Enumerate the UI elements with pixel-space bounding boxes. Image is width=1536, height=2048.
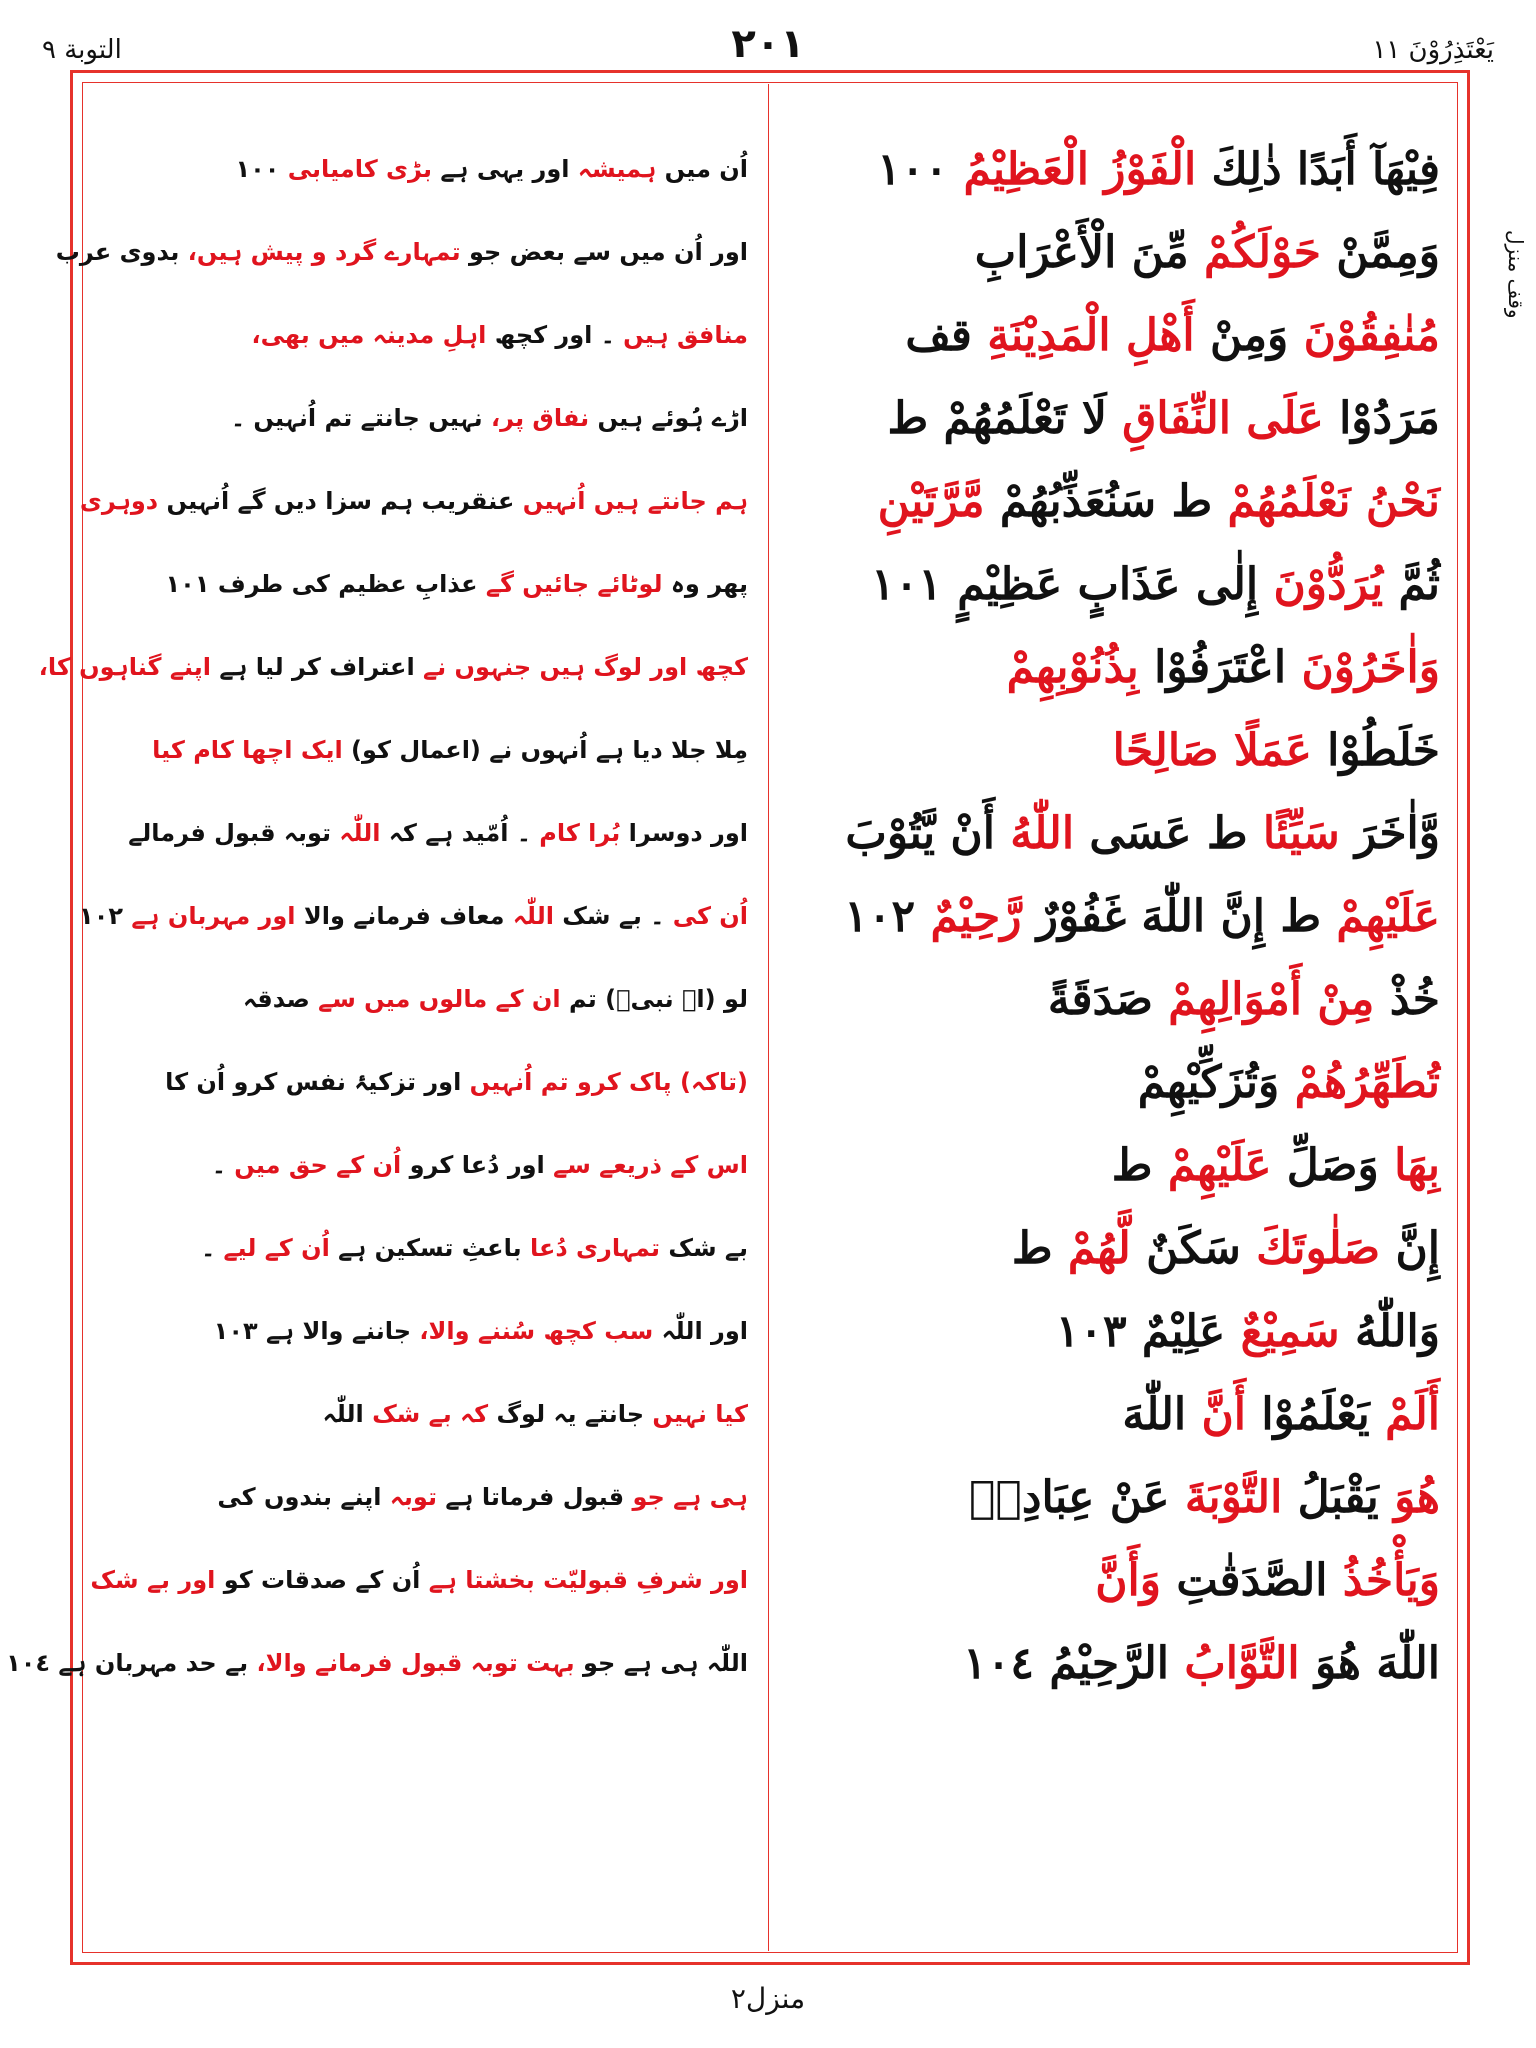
arabic-line bbox=[800, 875, 1440, 958]
arabic-line-segment: يَقْبَلُ bbox=[1282, 1472, 1395, 1523]
urdu-line-segment: کہ بے شک bbox=[372, 1400, 489, 1428]
arabic-line bbox=[800, 1290, 1440, 1373]
urdu-line-segment: بدوی عرب bbox=[55, 238, 188, 266]
urdu-line bbox=[108, 1456, 748, 1539]
urdu-line-segment: اللّٰہ bbox=[339, 819, 381, 847]
urdu-line bbox=[90, 1539, 748, 1622]
arabic-line bbox=[800, 1456, 1440, 1539]
urdu-line-segment: اور بے شک bbox=[90, 1566, 216, 1594]
arabic-line-segment: عَلِيْمٌ ١٠٣ bbox=[1055, 1306, 1241, 1357]
urdu-line-segment: دوہری bbox=[79, 487, 159, 515]
arabic-line-segment: التَّوْبَةَ bbox=[1184, 1472, 1283, 1523]
urdu-line-segment: منافق ہیں bbox=[623, 321, 748, 349]
urdu-line-segment: توبہ قبول فرمالے bbox=[128, 819, 340, 847]
urdu-line-segment: اور تزکیۂ نفس کرو اُن کا bbox=[165, 1068, 470, 1096]
urdu-line-segment: بے شک bbox=[660, 1234, 748, 1262]
urdu-line bbox=[79, 460, 748, 543]
urdu-line-segment: لوٹائے جائیں گے bbox=[485, 570, 663, 598]
urdu-line-segment: جانتے یہ لوگ bbox=[488, 1400, 653, 1428]
arabic-line-segment: سَمِيْعٌ bbox=[1240, 1306, 1340, 1357]
arabic-line-segment: نَحْنُ نَعْلَمُهُمْ bbox=[1227, 476, 1440, 527]
arabic-line-segment: وَصَلِّ bbox=[1271, 1140, 1395, 1191]
arabic-line-segment: مَّرَّتَيْنِ bbox=[877, 476, 985, 527]
arabic-line-segment: حَوْلَكُمْ bbox=[1204, 227, 1321, 278]
arabic-line bbox=[800, 1373, 1440, 1456]
arabic-line-segment: الرَّحِيْمُ ١٠٤ bbox=[963, 1638, 1185, 1689]
arabic-line-segment: سَيِّئًا bbox=[1262, 808, 1340, 859]
arabic-line-segment: يُرَدُّوْنَ bbox=[1273, 559, 1384, 610]
arabic-line-segment: يَعْلَمُوْا bbox=[1246, 1389, 1386, 1440]
urdu-line-segment: اور اُن میں سے بعض جو bbox=[460, 238, 748, 266]
arabic-line-segment: ط bbox=[1011, 1223, 1068, 1274]
urdu-line-segment: کیا نہیں bbox=[652, 1400, 748, 1428]
arabic-line-segment: إِنَّ bbox=[1380, 1223, 1440, 1274]
arabic-line-segment: وَتُزَكِّيْهِمْ bbox=[1137, 1057, 1295, 1108]
arabic-line-segment: صَدَقَةً bbox=[1047, 974, 1169, 1025]
arabic-line-segment: أَهْلِ الْمَدِيْنَةِ bbox=[987, 310, 1195, 361]
urdu-line-segment: اپنے بندوں کی bbox=[217, 1483, 390, 1511]
urdu-line-segment: معاف فرمانے والا bbox=[295, 902, 513, 930]
arabic-line-segment: ط إِنَّ اللّٰهَ غَفُوْرٌ bbox=[1021, 891, 1337, 942]
urdu-line-segment: ۔ اور کچھ bbox=[486, 321, 624, 349]
urdu-line-segment: جاننے والا ہے ١٠٣ bbox=[213, 1317, 420, 1345]
urdu-line-segment: اللّٰہ bbox=[322, 1400, 373, 1428]
urdu-line bbox=[79, 875, 748, 958]
arabic-line-segment: مِنْ أَمْوَالِهِمْ bbox=[1168, 974, 1375, 1025]
arabic-line bbox=[800, 958, 1440, 1041]
arabic-line-segment: بِذُنُوْبِهِمْ bbox=[1006, 642, 1139, 693]
arabic-line-segment: الْفَوْزُ الْعَظِيْمُ bbox=[963, 144, 1197, 195]
arabic-line bbox=[800, 1207, 1440, 1290]
urdu-line bbox=[108, 958, 748, 1041]
surah-name: التوبة ٩ bbox=[42, 35, 122, 65]
urdu-line-segment: ہی ہے جو bbox=[632, 1483, 748, 1511]
urdu-line-segment: اللّٰہ bbox=[512, 902, 554, 930]
arabic-line-segment: بِهَا bbox=[1394, 1140, 1440, 1191]
arabic-line-segment: عَلَيْهِمْ bbox=[1167, 1140, 1272, 1191]
arabic-line-segment: وَاٰخَرُوْنَ bbox=[1301, 642, 1440, 693]
urdu-line-segment: مِلا جلا دیا ہے اُنہوں نے (اعمال کو) bbox=[342, 736, 748, 764]
urdu-line-segment: بُرا کام bbox=[539, 819, 621, 847]
arabic-line-segment: إِلٰى عَذَابٍ عَظِيْمٍ ١٠١ bbox=[871, 559, 1274, 610]
urdu-line-segment: ١٠٠ bbox=[235, 155, 288, 183]
urdu-line bbox=[38, 626, 748, 709]
urdu-line-segment: اور مہربان ہے bbox=[131, 902, 296, 930]
page-number: ٢٠١ bbox=[731, 21, 805, 67]
arabic-line-segment: التَّوَّابُ bbox=[1184, 1638, 1300, 1689]
arabic-line-segment: وَمِمَّنْ bbox=[1320, 227, 1440, 278]
arabic-line-segment: ١٠٠ bbox=[877, 144, 964, 195]
urdu-line-segment: ۔ اُمّید ہے کہ bbox=[380, 819, 540, 847]
urdu-line-segment: اور دُعا کرو bbox=[401, 1151, 554, 1179]
urdu-line-segment: اُن کے لیے bbox=[223, 1234, 330, 1262]
urdu-line-segment: بڑی کامیابی bbox=[287, 155, 432, 183]
arabic-line-segment: أَنْ يَّتُوْبَ bbox=[845, 808, 1011, 859]
arabic-line-segment: مِّنَ الْأَعْرَابِ bbox=[974, 227, 1204, 278]
urdu-line-segment: تمہاری دُعا bbox=[529, 1234, 661, 1262]
urdu-line-segment: اور اللّٰہ bbox=[653, 1317, 748, 1345]
urdu-line-segment: نفاق پر، bbox=[491, 404, 590, 432]
margin-note: وقف منزل bbox=[1504, 230, 1528, 319]
para-name: يَعْتَذِرُوْنَ ١١ bbox=[1372, 35, 1494, 65]
urdu-line bbox=[108, 1290, 748, 1373]
arabic-line-segment: عَلَيْهِمْ bbox=[1336, 891, 1440, 942]
urdu-line-segment: اور شرفِ قبولیّت بخشتا ہے bbox=[428, 1566, 748, 1594]
urdu-line bbox=[108, 1041, 748, 1124]
urdu-line-segment: توبہ bbox=[389, 1483, 437, 1511]
arabic-line bbox=[800, 460, 1440, 543]
urdu-line-segment: نہیں جانتے تم اُنہیں ۔ bbox=[231, 404, 492, 432]
urdu-line-segment: سب کچھ سُننے والا، bbox=[419, 1317, 654, 1345]
arabic-line-segment: ط سَنُعَذِّبُهُمْ bbox=[984, 476, 1228, 527]
arabic-line-segment: صَلٰوتَكَ bbox=[1256, 1223, 1381, 1274]
arabic-line-segment: خَلَطُوْا bbox=[1311, 725, 1440, 776]
arabic-line bbox=[800, 128, 1440, 211]
urdu-line-segment: ایک اچھا کام کیا bbox=[152, 736, 343, 764]
urdu-line-segment: لو (اے نبیؐ) تم bbox=[560, 985, 748, 1013]
arabic-line-segment: وَيَأْخُذُ bbox=[1342, 1555, 1440, 1606]
arabic-line bbox=[800, 377, 1440, 460]
arabic-line-segment: اللّٰهَ bbox=[1122, 1389, 1202, 1440]
urdu-translation-column bbox=[6, 128, 748, 1705]
urdu-line-segment: اللّٰہ ہی ہے جو bbox=[574, 1649, 748, 1677]
arabic-line-segment: وَّاٰخَرَ bbox=[1339, 808, 1440, 859]
urdu-line-segment: اپنے گناہوں کا، bbox=[38, 653, 211, 681]
arabic-line-segment: اعْتَرَفُوْا bbox=[1138, 642, 1302, 693]
arabic-line-segment: أَلَمْ bbox=[1385, 1389, 1440, 1440]
arabic-line-segment: ط عَسَى bbox=[1074, 808, 1263, 859]
arabic-line bbox=[800, 792, 1440, 875]
urdu-line-segment: اُن کے حق میں bbox=[234, 1151, 402, 1179]
urdu-line-segment: عنقریب ہم سزا دیں گے اُنہیں bbox=[158, 487, 523, 515]
urdu-line bbox=[108, 792, 748, 875]
arabic-line bbox=[800, 211, 1440, 294]
urdu-line bbox=[108, 128, 748, 211]
arabic-line-segment: تُطَهِّرُهُمْ bbox=[1294, 1057, 1440, 1108]
urdu-line-segment: ۔ bbox=[201, 1234, 224, 1262]
urdu-line-segment: عذابِ عظیم کی طرف ١٠١ bbox=[165, 570, 486, 598]
arabic-line-segment: الصَّدَقٰتِ bbox=[1161, 1555, 1343, 1606]
urdu-line-segment: کچھ اور لوگ ہیں جنہوں نے bbox=[423, 653, 748, 681]
arabic-text-column bbox=[800, 128, 1440, 1705]
urdu-line-segment: اعتراف کر لیا ہے bbox=[210, 653, 424, 681]
arabic-line-segment: عَلَى النِّفَاقِ bbox=[1122, 393, 1324, 444]
urdu-line-segment: تمہارے گرد و پیش ہیں، bbox=[187, 238, 461, 266]
arabic-line-segment: وَمِنْ bbox=[1194, 310, 1304, 361]
arabic-line-segment: ثُمَّ bbox=[1383, 559, 1440, 610]
urdu-line-segment: ان کے مالوں میں سے bbox=[318, 985, 561, 1013]
urdu-line-segment: اڑے ہُوئے ہیں bbox=[589, 404, 748, 432]
arabic-line-segment: أَنَّ bbox=[1201, 1389, 1246, 1440]
arabic-line bbox=[800, 626, 1440, 709]
column-divider bbox=[768, 84, 769, 1951]
urdu-line-segment: اُن کی bbox=[672, 902, 748, 930]
arabic-line bbox=[800, 1041, 1440, 1124]
arabic-line-segment: مُنٰفِقُوْنَ bbox=[1303, 310, 1440, 361]
arabic-line-segment: اللّٰهُ bbox=[1010, 808, 1075, 859]
urdu-line-segment: بے حد مہربان ہے ١٠٤ bbox=[6, 1649, 257, 1677]
arabic-line-segment: هُوَ bbox=[1394, 1472, 1440, 1523]
manzil-footer: منزل٢ bbox=[730, 1982, 806, 2015]
urdu-line-segment: پھر وہ bbox=[662, 570, 748, 598]
urdu-line-segment: ۔ بے شک bbox=[553, 902, 673, 930]
arabic-line-segment: ١٠٢ bbox=[844, 891, 931, 942]
arabic-line-segment: لَّهُمْ bbox=[1067, 1223, 1131, 1274]
urdu-line-segment: اُن میں bbox=[656, 155, 748, 183]
urdu-line-segment: ہمیشہ bbox=[577, 155, 657, 183]
arabic-line-segment: عَمَلًا صَالِحًا bbox=[1112, 725, 1312, 776]
urdu-line-segment: بہت توبہ قبول فرمانے والا، bbox=[256, 1649, 575, 1677]
arabic-line-segment: لَا تَعْلَمُهُمْ ط bbox=[887, 393, 1123, 444]
arabic-line bbox=[800, 1622, 1440, 1705]
urdu-line bbox=[108, 1207, 748, 1290]
urdu-line bbox=[108, 1124, 748, 1207]
urdu-line-segment: ۔ bbox=[211, 1151, 235, 1179]
urdu-line-segment: اور یہی ہے bbox=[432, 155, 578, 183]
arabic-line-segment: وَاللّٰهُ bbox=[1339, 1306, 1440, 1357]
urdu-line bbox=[6, 1622, 748, 1705]
urdu-line bbox=[108, 1373, 748, 1456]
urdu-line-segment: اور دوسرا bbox=[620, 819, 748, 847]
arabic-line-segment: اللّٰهَ هُوَ bbox=[1299, 1638, 1440, 1689]
arabic-line bbox=[800, 1539, 1440, 1622]
urdu-line-segment: باعثِ تسکین ہے bbox=[329, 1234, 530, 1262]
urdu-line-segment: اُن کے صدقات کو bbox=[215, 1566, 429, 1594]
urdu-line-segment: اس کے ذریعے سے bbox=[553, 1151, 748, 1179]
urdu-line bbox=[55, 211, 748, 294]
urdu-line-segment: اہلِ مدینہ میں بھی، bbox=[251, 321, 487, 349]
arabic-line bbox=[800, 543, 1440, 626]
arabic-line bbox=[800, 709, 1440, 792]
urdu-line bbox=[108, 377, 748, 460]
arabic-line-segment: وَأَنَّ bbox=[1095, 1555, 1162, 1606]
arabic-line-segment: قف bbox=[905, 310, 988, 361]
arabic-line bbox=[800, 1124, 1440, 1207]
arabic-line bbox=[800, 294, 1440, 377]
arabic-line-segment: فِيْهَآ أَبَدًا ذٰلِكَ bbox=[1196, 144, 1440, 195]
arabic-line-segment: عَنْ عِبَادِهٖ bbox=[969, 1472, 1185, 1523]
arabic-line-segment: رَّحِيْمٌ bbox=[930, 891, 1022, 942]
urdu-line bbox=[108, 709, 748, 792]
urdu-line bbox=[108, 294, 748, 377]
arabic-line-segment: مَرَدُوْا bbox=[1323, 393, 1440, 444]
urdu-line-segment: (تاکہ) پاک کرو تم اُنہیں bbox=[469, 1068, 748, 1096]
urdu-line-segment: صدقہ bbox=[242, 985, 319, 1013]
urdu-line bbox=[108, 543, 748, 626]
arabic-line-segment: ط bbox=[1111, 1140, 1168, 1191]
arabic-line-segment: سَكَنٌ bbox=[1130, 1223, 1257, 1274]
arabic-line-segment: خُذْ bbox=[1374, 974, 1440, 1025]
urdu-line-segment: ١٠٢ bbox=[79, 902, 132, 930]
urdu-line-segment: ہم جانتے ہیں اُنہیں bbox=[522, 487, 748, 515]
urdu-line-segment: قبول فرماتا ہے bbox=[437, 1483, 633, 1511]
